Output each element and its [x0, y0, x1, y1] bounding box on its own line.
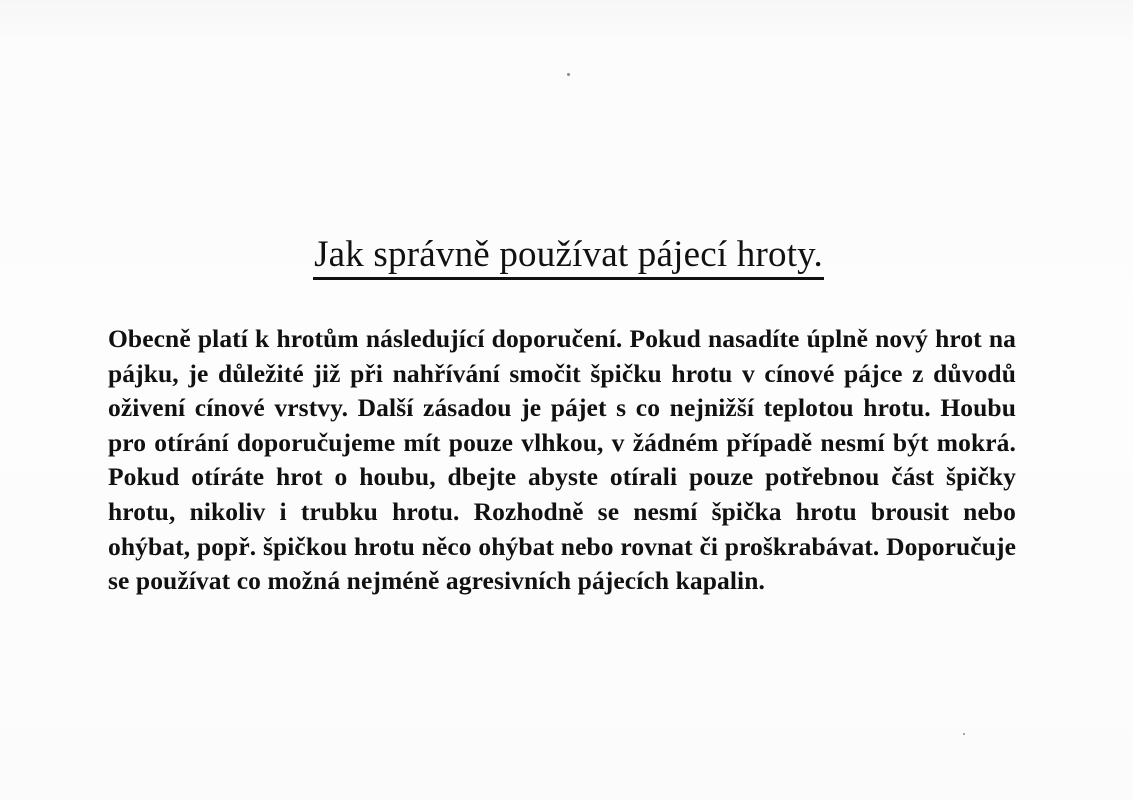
scan-speck — [567, 73, 570, 76]
document-body-paragraph: Obecně platí k hrotům následující doporučení. Pokud nasadíte úplně nový hrot na pájku, je důležité již při nahřívání smočit špičku hrotu v cínové pájce z důvodů oživení cínové vrstvy. Další zásadou je pájet s co nejnižší teplotou hrotu. Houbu pro otírání doporučujeme mít pouze vlhkou, v žádném případě nesmí být mokrá. Pokud otíráte hrot o houbu, dbejte abyste otírali pouze potřebnou část špičky hrotu, nikoliv i trubku hrotu. Rozhodně se nesmí špička hrotu brousit nebo ohýbat, popř. špičkou hrotu něco ohýbat nebo rovnat či proškrabávat. Doporučuje se používat co možná nejméně agresivních pájecích kapalin. — [108, 324, 1016, 596]
scan-speck — [963, 733, 965, 735]
document-title-text: Jak správně používat pájecí hroty. — [313, 233, 824, 280]
document-title — [0, 231, 1133, 280]
